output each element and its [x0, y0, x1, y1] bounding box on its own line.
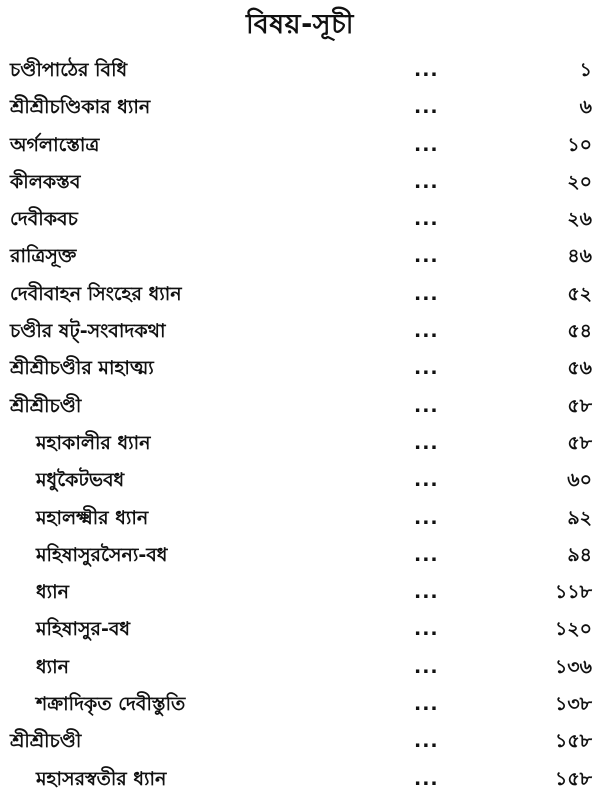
toc-entry-page-number: ৫৬: [567, 357, 592, 380]
toc-entry-label: শক্রাদিকৃত দেবীস্তুতি: [36, 693, 186, 716]
toc-entry-label: শ্রীশ্রীচণ্ডিকার ধ্যান: [10, 96, 151, 119]
toc-entry-page-number: ১৫৮: [555, 767, 592, 790]
toc-list: [0, 52, 600, 798]
toc-entry-label: চণ্ডীর ষট্-সংবাদকথা: [10, 320, 166, 343]
toc-entry: [0, 313, 600, 350]
toc-entry-page-number: ৯২: [567, 506, 592, 529]
toc-leader-dots: ...: [414, 469, 439, 492]
toc-entry: [0, 761, 600, 798]
toc-leader-dots: ...: [414, 767, 439, 790]
toc-entry-label: মহালক্ষ্মীর ধ্যান: [36, 506, 149, 529]
toc-entry-page-number: ১০: [567, 133, 592, 156]
toc-entry: [0, 164, 600, 201]
toc-entry: [0, 388, 600, 425]
toc-entry: [0, 89, 600, 126]
toc-entry-page-number: ৬০: [567, 469, 592, 492]
toc-entry-label: মহিষাসুর-বধ: [36, 618, 131, 641]
toc-entry-label: শ্রীশ্রীচণ্ডীর মাহাত্ম্য: [10, 357, 154, 380]
toc-entry-page-number: ১৩৮: [554, 693, 592, 716]
toc-leader-dots: ...: [414, 170, 439, 193]
toc-entry: [0, 500, 600, 537]
toc-entry: [0, 649, 600, 686]
toc-entry: [0, 611, 600, 648]
toc-leader-dots: ...: [414, 59, 439, 81]
toc-entry-label: মধুকৈটভবধ: [36, 469, 125, 492]
toc-entry: [0, 52, 600, 89]
toc-leader-dots: ...: [414, 282, 439, 305]
toc-entry-label: শ্রীশ্রীচণ্ডী: [10, 394, 82, 417]
toc-entry-page-number: ৫২: [567, 282, 592, 305]
toc-entry-label: কীলকস্তব: [10, 170, 81, 193]
toc-leader-dots: ...: [414, 506, 439, 529]
toc-entry-page-number: ৬: [579, 96, 592, 119]
toc-entry-page-number: ২০: [567, 170, 592, 193]
toc-entry-label: ধ্যান: [36, 655, 70, 678]
toc-entry-page-number: ৫৮: [567, 431, 592, 454]
toc-entry-page-number: ৪৬: [567, 245, 592, 268]
toc-entry-label: মহিষাসুরসৈন্য-বধ: [36, 543, 168, 566]
toc-entry-label: ধ্যান: [36, 581, 70, 604]
toc-leader-dots: ...: [414, 693, 439, 716]
toc-entry-page-number: ১১৮: [555, 581, 592, 604]
toc-entry-label: দেবীবাহন সিংহের ধ্যান: [10, 282, 182, 305]
toc-entry-page-number: ১২০: [554, 618, 592, 641]
toc-entry-label: মহাসরস্বতীর ধ্যান: [36, 767, 167, 790]
toc-entry-label: রাত্রিসূক্ত: [10, 245, 77, 268]
toc-leader-dots: ...: [414, 730, 439, 753]
toc-leader-dots: ...: [414, 394, 439, 417]
toc-entry-page-number: ৯৪: [567, 543, 592, 566]
toc-leader-dots: ...: [414, 431, 439, 454]
toc-entry: [0, 686, 600, 723]
toc-leader-dots: ...: [414, 655, 439, 678]
toc-entry-page-number: ৫৮: [567, 394, 592, 417]
toc-entry: [0, 201, 600, 238]
toc-leader-dots: ...: [414, 357, 439, 380]
toc-entry: [0, 350, 600, 387]
toc-entry-label: শ্রীশ্রীচণ্ডী: [10, 730, 82, 753]
toc-entry: [0, 238, 600, 275]
toc-entry-label: অর্গলাস্তোত্র: [10, 133, 100, 156]
toc-leader-dots: ...: [414, 320, 439, 343]
toc-entry-label: মহাকালীর ধ্যান: [36, 431, 151, 454]
toc-entry: [0, 425, 600, 462]
toc-entry-page-number: ২৬: [567, 208, 592, 231]
toc-leader-dots: ...: [414, 96, 439, 119]
toc-leader-dots: ...: [414, 581, 439, 604]
toc-entry-label: দেবীকবচ: [10, 208, 78, 231]
toc-leader-dots: ...: [414, 245, 439, 268]
toc-entry: [0, 276, 600, 313]
toc-entry: [0, 127, 600, 164]
toc-entry-page-number: ১৩৬: [554, 655, 592, 678]
toc-entry: [0, 462, 600, 499]
toc-leader-dots: ...: [414, 618, 439, 641]
toc-entry: [0, 574, 600, 611]
toc-entry-page-number: ১৫৮: [555, 730, 592, 753]
toc-leader-dots: ...: [414, 208, 439, 231]
toc-entry-page-number: ১: [579, 59, 592, 81]
page-title: বিষয়-সূচী: [246, 9, 354, 40]
toc-entry-page-number: ৫৪: [567, 320, 592, 343]
toc-leader-dots: ...: [414, 543, 439, 566]
toc-entry: [0, 723, 600, 760]
toc-entry-label: চণ্ডীপাঠের বিধি: [10, 59, 128, 81]
toc-entry: [0, 537, 600, 574]
toc-leader-dots: ...: [414, 133, 439, 156]
